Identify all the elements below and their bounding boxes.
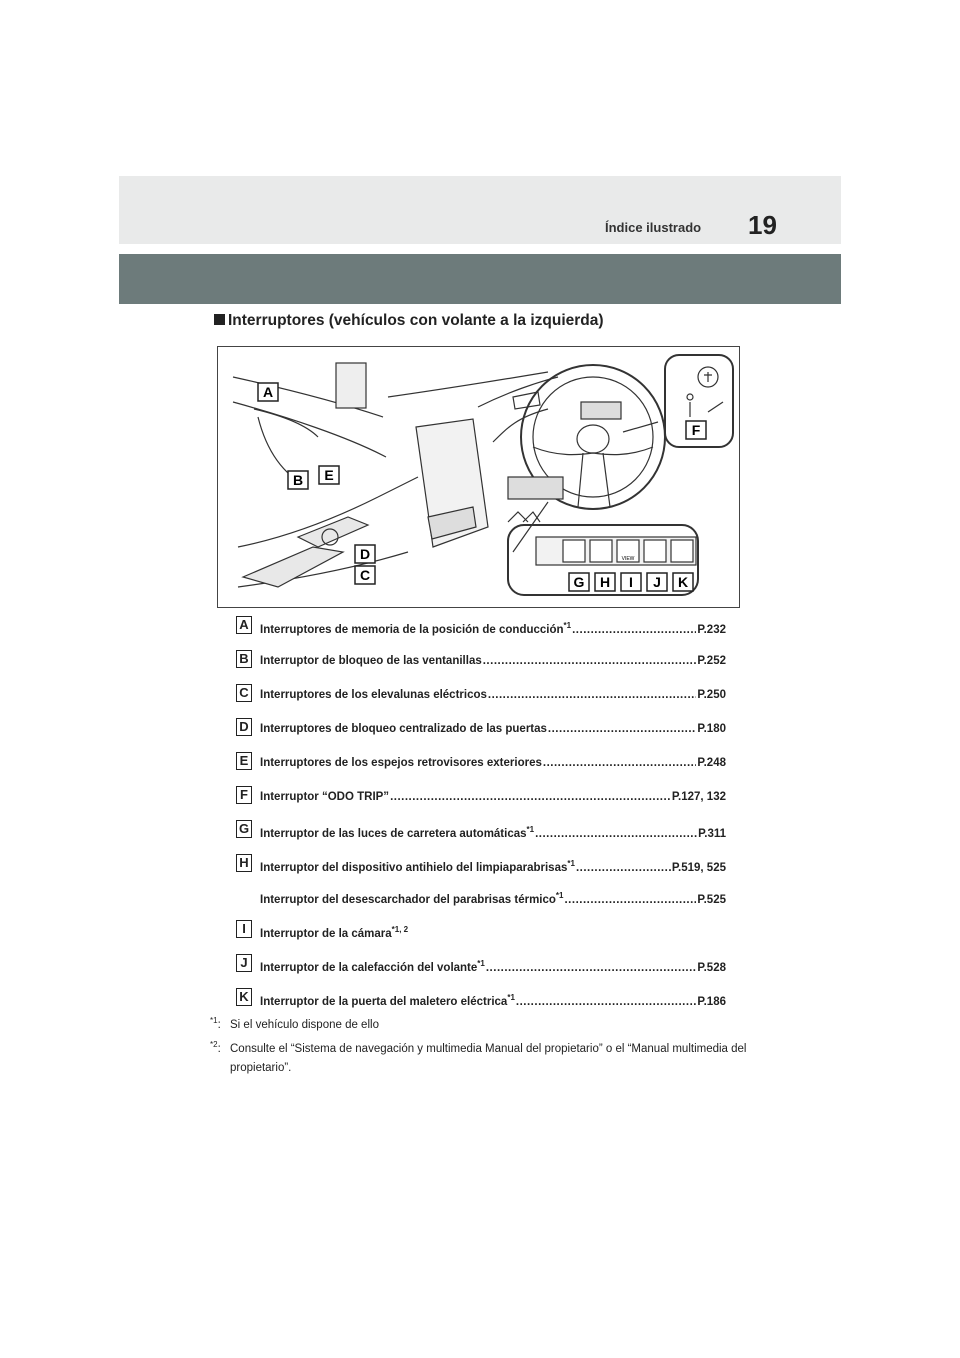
list-item [236,952,726,974]
list-item [236,884,726,906]
item-label: Interruptores de bloqueo centralizado de las puertas [260,723,547,735]
item-letter: J [236,954,252,972]
callout-I: I [629,574,633,590]
item-label: Interruptor de la calefacción del volante [260,962,478,974]
item-label: Interruptor de la puerta del maletero eléctrica [260,996,508,1008]
item-label: Interruptor de las luces de carretera automáticas [260,828,527,840]
item-footnote-ref: *1 [477,959,485,968]
item-footnote-ref: *1 [526,825,535,834]
item-letter: G [236,820,252,838]
list-item [236,784,726,806]
item-page-ref: P.528 [697,962,726,974]
item-footnote-ref: *1 [555,891,564,900]
callout-F: F [691,422,701,438]
item-page-ref: P.180 [697,723,726,735]
item-footnote-ref: *1, 2 [391,925,409,934]
list-item [236,648,726,670]
item-label: Interruptor “ODO TRIP” [260,791,390,803]
item-page-ref: P.252 [697,655,726,667]
item-page-ref: P.186 [697,996,726,1008]
list-item [236,614,726,636]
callout-J: J [653,574,661,590]
section-heading [214,312,604,330]
leader-dots [572,624,696,636]
leader-dots [516,996,697,1008]
item-label: Interruptores de los espejos retrovisores exteriores [260,757,542,769]
header-band [119,176,841,244]
list-item [236,716,726,738]
item-label: Interruptor del desescarchador del parabrisas térmico [260,894,556,906]
section-heading-text: Interruptores (vehículos con volante a la izquierda) [228,312,604,329]
page-number: 19 [748,210,777,240]
cockpit-drawing [218,347,741,609]
item-letter: K [236,988,252,1006]
leader-dots [390,791,671,803]
switches-illustration [217,346,740,608]
callout-A: A [262,384,274,400]
item-label: Interruptor de bloqueo de las ventanillas [260,655,482,667]
item-page-ref: P.519, 525 [671,862,726,874]
item-letter: C [236,684,252,702]
leader-dots [488,689,697,701]
item-page-ref: P.525 [697,894,726,906]
callout-H: H [599,574,611,590]
item-letter: H [236,854,252,872]
item-letter: E [236,752,252,770]
leader-dots [543,757,697,769]
item-letter: I [236,920,252,938]
item-letter: B [236,650,252,668]
leader-dots [483,655,697,667]
view-switch-label: VIEW [621,556,635,562]
chapter-band [119,254,841,304]
footnote-mark: *1 [210,1016,218,1025]
header-section-title: Índice ilustrado [605,220,702,235]
callout-B: B [292,472,304,488]
item-label: Interruptores de los elevalunas eléctricos [260,689,487,701]
list-item [236,682,726,704]
footnote-text: Consulte el “Sistema de navegación y multimedia Manual del propietario” o el “Manual multimedia del propietario”. [230,1043,747,1074]
item-label: Interruptor del dispositivo antihielo del limpiaparabrisas [260,862,568,874]
item-page-ref: P.232 [697,624,726,636]
callout-G: G [573,574,585,590]
list-item [236,750,726,772]
item-page-ref: P.311 [698,828,726,840]
list-item [236,918,726,940]
callout-C: C [359,567,371,583]
item-page-ref: P.250 [697,689,726,701]
leader-dots [535,828,697,840]
item-footnote-ref: *1 [563,621,572,630]
item-footnote-ref: *1 [507,993,515,1002]
footnote-mark: *2 [210,1040,218,1049]
item-footnote-ref: *1 [567,859,575,868]
callout-K: K [677,574,689,590]
square-bullet-icon [214,314,225,325]
callout-E: E [324,467,334,483]
footnote-text: Si el vehículo dispone de ello [230,1019,379,1031]
item-letter: F [236,786,252,804]
leader-dots [564,894,696,906]
leader-dots [548,723,697,735]
item-page-ref: P.248 [697,757,726,769]
item-label: Interruptor de la cámara [260,928,392,940]
leader-dots [576,862,671,874]
list-item [236,986,726,1008]
list-item [236,818,726,840]
item-letter: A [236,616,252,634]
list-item [236,852,726,874]
item-letter: D [236,718,252,736]
item-page-ref: P.127, 132 [671,791,726,803]
leader-dots [486,962,697,974]
callout-D: D [359,546,371,562]
item-label: Interruptores de memoria de la posición de conducción [260,624,564,636]
